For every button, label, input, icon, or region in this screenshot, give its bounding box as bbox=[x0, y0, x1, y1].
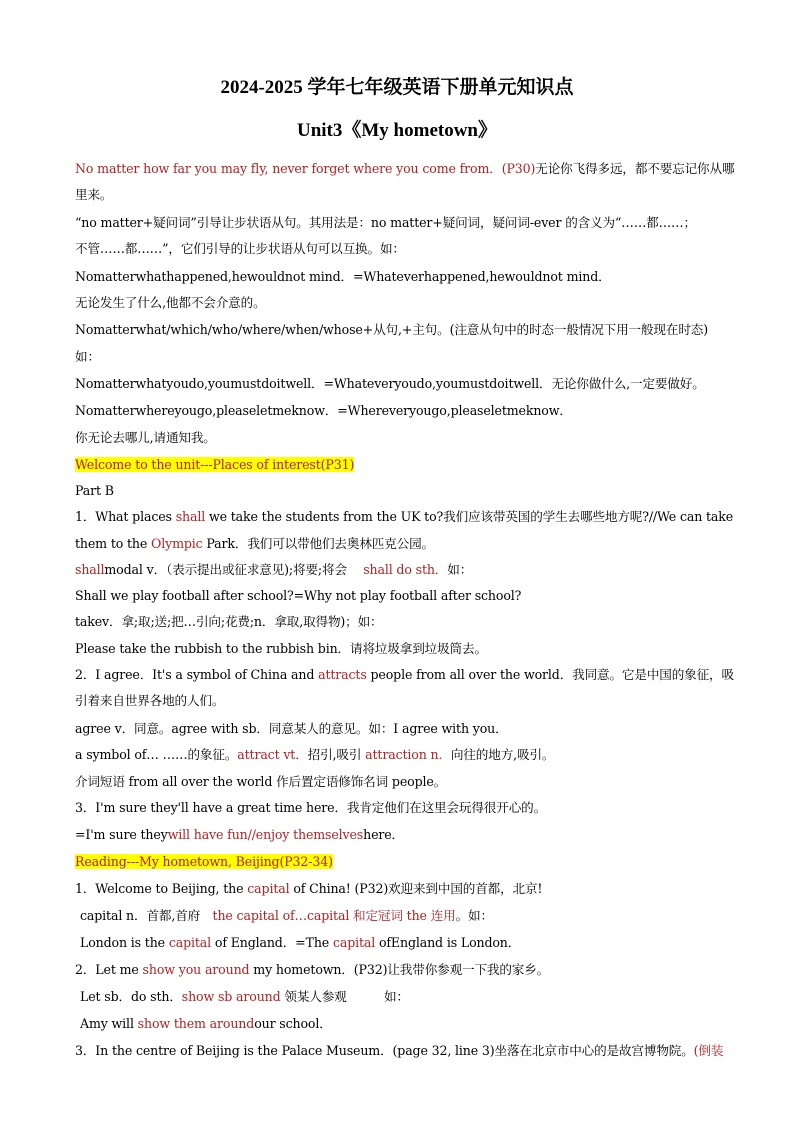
highlighted-term: show them around bbox=[137, 1016, 255, 1031]
text-span: 2．Let me bbox=[75, 962, 143, 977]
unit-title: Unit3《My hometown》 bbox=[296, 120, 498, 141]
highlighted-term: show you around bbox=[142, 962, 250, 977]
highlighted-term: shall do sth． bbox=[363, 562, 448, 577]
text-line bbox=[75, 641, 735, 657]
text-span: London is the bbox=[80, 935, 169, 950]
text-span: 如： bbox=[75, 349, 100, 364]
text-span: 1．Welcome to Beijing, the bbox=[75, 881, 248, 896]
text-line bbox=[75, 693, 735, 709]
highlighted-term: shall bbox=[175, 509, 206, 524]
text-line bbox=[75, 962, 735, 978]
text-span: ofEngland is London． bbox=[375, 935, 521, 950]
text-span: 1．What places bbox=[75, 509, 176, 524]
text-line bbox=[75, 614, 735, 630]
highlighted-term: shall bbox=[75, 562, 105, 577]
text-span: modal v．（表示提出或征求意见);将要;将会 bbox=[104, 562, 364, 577]
highlighted-term: (倒装 bbox=[693, 1043, 724, 1058]
text-line bbox=[75, 403, 735, 419]
text-line bbox=[75, 349, 735, 365]
text-line bbox=[75, 881, 735, 897]
text-line bbox=[75, 269, 735, 285]
text-line bbox=[75, 430, 735, 446]
text-span: Nomatterwhatyoudo,youmustdoitwell．=Whateveryoudo,youmustdoitwell．无论你做什么,一定要做好。 bbox=[75, 376, 705, 391]
text-line bbox=[75, 376, 735, 392]
text-span: Shall we play football after school?=Why not play football after school? bbox=[75, 588, 522, 603]
text-span: 。如： bbox=[455, 908, 493, 923]
text-span: 3．In the centre of Beijing is the Palace Museum．(page 32, line 3)坐落在北京市中心的是故宫博物院。 bbox=[75, 1043, 694, 1058]
text-line bbox=[75, 483, 735, 499]
text-line bbox=[75, 588, 735, 604]
text-line bbox=[75, 747, 735, 763]
text-span: of England．=The bbox=[211, 935, 333, 950]
text-line bbox=[75, 215, 735, 231]
text-line bbox=[80, 908, 740, 924]
text-line bbox=[75, 536, 735, 552]
highlighted-term: will have fun//enjoy themselves bbox=[167, 827, 364, 842]
text-line bbox=[75, 509, 735, 525]
text-span: of China! (P32)欢迎来到中国的首都，北京! bbox=[289, 881, 543, 896]
text-span: 不管……都……”，它们引导的让步状语从句可以互换。如： bbox=[75, 241, 405, 256]
text-span: Part B bbox=[75, 483, 114, 498]
text-span: 2．I agree．It's a symbol of China and bbox=[75, 667, 319, 682]
text-line bbox=[75, 800, 735, 816]
text-span: takev．拿;取;送;把…引向;花费;n．拿取,取得物)；如： bbox=[75, 614, 383, 629]
text-span: a symbol of… ……的象征。 bbox=[75, 747, 238, 762]
text-span: 招引,吸引 bbox=[307, 747, 366, 762]
highlighted-term: capital bbox=[247, 881, 290, 896]
text-span: Park．我们可以带他们去奥林匹克公园。 bbox=[202, 536, 434, 551]
text-span: Please take the rubbish to the rubbish bin．请将垃圾拿到垃圾筒去。 bbox=[75, 641, 487, 656]
text-line bbox=[80, 935, 740, 951]
text-span: here． bbox=[363, 827, 405, 842]
highlighted-term: attracts bbox=[318, 667, 367, 682]
text-span: 引着来自世界各地的人们。 bbox=[75, 693, 225, 708]
text-line bbox=[75, 161, 735, 177]
text-line bbox=[75, 322, 735, 338]
text-line bbox=[75, 187, 735, 203]
text-line bbox=[75, 774, 735, 790]
text-span: Nomatterwhereyougo,pleaseletmeknow．=Whereveryougo,pleaseletmeknow． bbox=[75, 403, 572, 418]
section-heading: Reading---My hometown, Beijing(P32-34) bbox=[75, 854, 333, 869]
highlighted-term: show sb around bbox=[181, 989, 281, 1004]
text-line bbox=[80, 989, 740, 1005]
text-span: capital n．首都,首府 bbox=[80, 908, 213, 923]
text-line bbox=[75, 854, 735, 870]
highlighted-term: attract vt． bbox=[237, 747, 308, 762]
text-line bbox=[75, 1043, 735, 1059]
text-span: 你无论去哪儿,请通知我。 bbox=[75, 430, 216, 445]
text-line bbox=[80, 1016, 740, 1032]
text-span: Nomatterwhathappened,hewouldnot mind．=Whateverhappened,hewouldnot mind． bbox=[75, 269, 611, 284]
highlighted-term: capital bbox=[168, 935, 212, 950]
text-line bbox=[75, 562, 735, 578]
text-span: we take the students from the UK to?我们应该带英国的学生去哪些地方呢?//We can take bbox=[205, 509, 734, 524]
section-heading: Welcome to the unit---Places of interest(P31) bbox=[75, 457, 355, 472]
text-span: 介词短语 from all over the world 作后置定语修饰名词 people。 bbox=[75, 774, 447, 789]
text-span: “no matter+疑问词”引导让步状语从句。其用法是：no matter+疑问词，疑问词-ever 的含义为“……都……； bbox=[75, 215, 696, 230]
highlighted-term: Olympic bbox=[151, 536, 203, 551]
text-line bbox=[75, 667, 735, 683]
text-span: 如： bbox=[447, 562, 473, 577]
text-span: 里来。 bbox=[75, 187, 113, 202]
highlighted-term: No matter how far you may fly, never forget where you come from．(P30) bbox=[75, 161, 536, 176]
text-span: 向往的地方,吸引。 bbox=[450, 747, 555, 762]
text-span: 领某人参观 如： bbox=[280, 989, 409, 1004]
text-line bbox=[75, 827, 735, 843]
text-span: our school． bbox=[254, 1016, 332, 1031]
highlighted-term: attraction n． bbox=[365, 747, 451, 762]
text-line bbox=[75, 721, 735, 737]
text-line bbox=[75, 295, 735, 311]
text-line bbox=[75, 457, 735, 473]
text-span: agree v．同意。agree with sb．同意某人的意见。如：I agree with you． bbox=[75, 721, 508, 736]
text-span: 3．I'm sure they'll have a great time here．我肯定他们在这里会玩得很开心的。 bbox=[75, 800, 547, 815]
text-span: people from all over the world．我同意。它是中国的象征，吸 bbox=[366, 667, 734, 682]
text-span: them to the bbox=[75, 536, 152, 551]
text-span: 无论你飞得多远，都不要忘记你从哪 bbox=[535, 161, 735, 176]
text-line bbox=[75, 241, 735, 257]
highlighted-term: the capital of…capital 和定冠词 the 连用 bbox=[212, 908, 456, 923]
document-title: 2024-2025 学年七年级英语下册单元知识点 bbox=[220, 77, 574, 98]
text-span: Amy will bbox=[80, 1016, 138, 1031]
text-span: my hometown．(P32)让我带你参观一下我的家乡。 bbox=[249, 962, 550, 977]
text-span: Nomatterwhat/which/who/where/when/whose+从句,+主句。(注意从句中的时态一般情况下用一般现在时态) bbox=[75, 322, 708, 337]
text-span: 无论发生了什么,他都不会介意的。 bbox=[75, 295, 266, 310]
highlighted-term: capital bbox=[332, 935, 376, 950]
text-span: Let sb．do sth． bbox=[80, 989, 182, 1004]
text-span: =I'm sure they bbox=[75, 827, 168, 842]
